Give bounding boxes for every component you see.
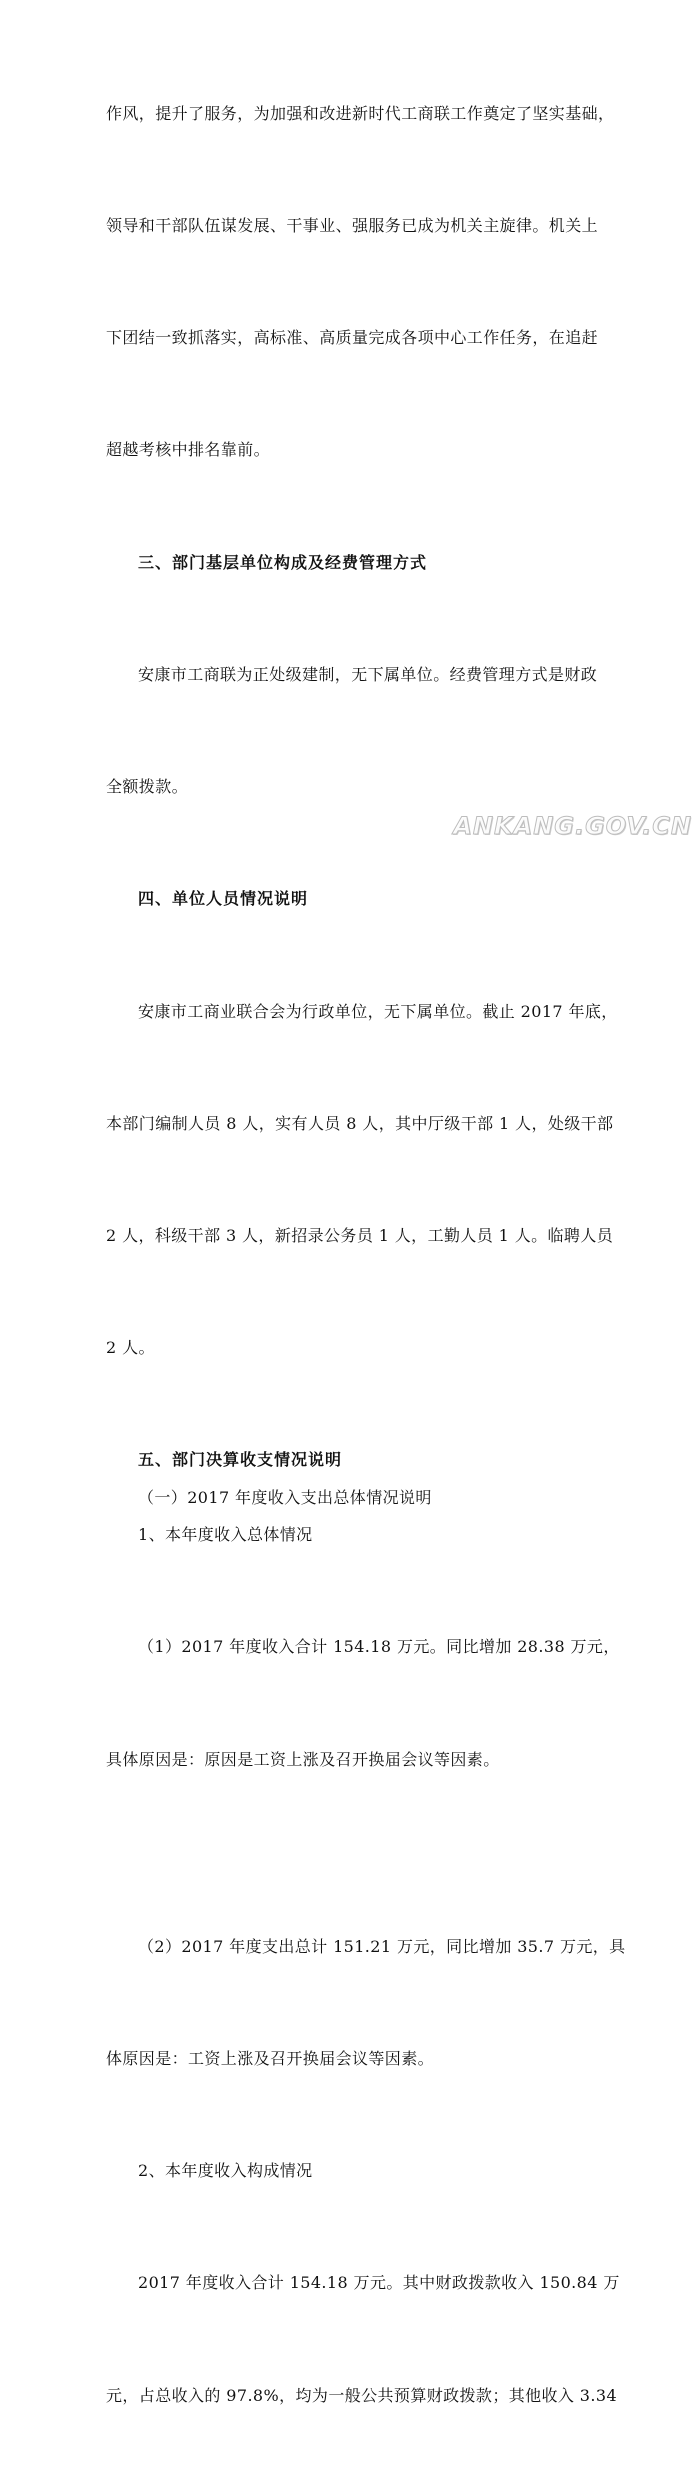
intro-line: 领导和干部队伍谋发展、干事业、强服务已成为机关主旋律。机关上 [106, 216, 599, 236]
intro-line: 超越考核中排名靠前。 [106, 440, 271, 460]
section-4-paragraph [106, 918, 618, 1442]
site-watermark: ANKANG.GOV.CN [453, 812, 692, 840]
item-1-para-1-line: 具体原因是：原因是工资上涨及召开换届会议等因素。 [106, 1749, 500, 1769]
section-4-line: 安康市工商业联合会为行政单位，无下属单位。截止 2017 年底， [138, 1001, 618, 1021]
item-1-para-2-line: （2）2017 年度支出总计 151.21 万元，同比增加 35.7 万元，具 [138, 1936, 626, 1956]
item-1-paragraph-2 [106, 1853, 626, 2152]
section-3-line: 全额拨款。 [106, 777, 189, 797]
section-4-heading: 四、单位人员情况说明 [138, 889, 309, 909]
subsection-1-heading: （一）2017 年度收入支出总体情况说明 [138, 1487, 432, 1507]
item-1-para-2-line: 体原因是：工资上涨及召开换届会议等因素。 [106, 2048, 435, 2068]
document-body [106, 20, 626, 2489]
intro-paragraph [106, 20, 615, 544]
section-4-line: 2 人，科级干部 3 人，新招录公务员 1 人，工勤人员 1 人。临聘人员 [106, 1226, 614, 1245]
item-2-line: 元，占总收入的 97.8%，均为一般公共预算财政拨款；其他收入 3.34 [106, 2385, 618, 2405]
item-2-line: 2017 年度收入合计 154.18 万元。其中财政拨款收入 150.84 万 [138, 2273, 620, 2293]
section-4-line: 本部门编制人员 8 人，实有人员 8 人，其中厅级干部 1 人，处级干部 [106, 1113, 614, 1133]
item-1-paragraph-1 [106, 1554, 620, 1853]
section-3-line: 安康市工商联为正处级建制，无下属单位。经费管理方式是财政 [138, 664, 598, 684]
item-2-paragraph [106, 2190, 620, 2489]
item-2-heading: 2、本年度收入构成情况 [138, 2161, 313, 2181]
item-1-heading: 1、本年度收入总体情况 [138, 1525, 313, 1545]
section-5-heading: 五、部门决算收支情况说明 [138, 1450, 343, 1470]
intro-line: 下团结一致抓落实，高标准、高质量完成各项中心工作任务，在追赶 [106, 328, 599, 348]
section-4-line: 2 人。 [106, 1338, 155, 1358]
item-1-para-1-line: （1）2017 年度收入合计 154.18 万元。同比增加 28.38 万元， [138, 1637, 620, 1657]
intro-line: 作风，提升了服务，为加强和改进新时代工商联工作奠定了坚实基础， [106, 103, 615, 123]
section-3-heading: 三、部门基层单位构成及经费管理方式 [138, 552, 428, 572]
